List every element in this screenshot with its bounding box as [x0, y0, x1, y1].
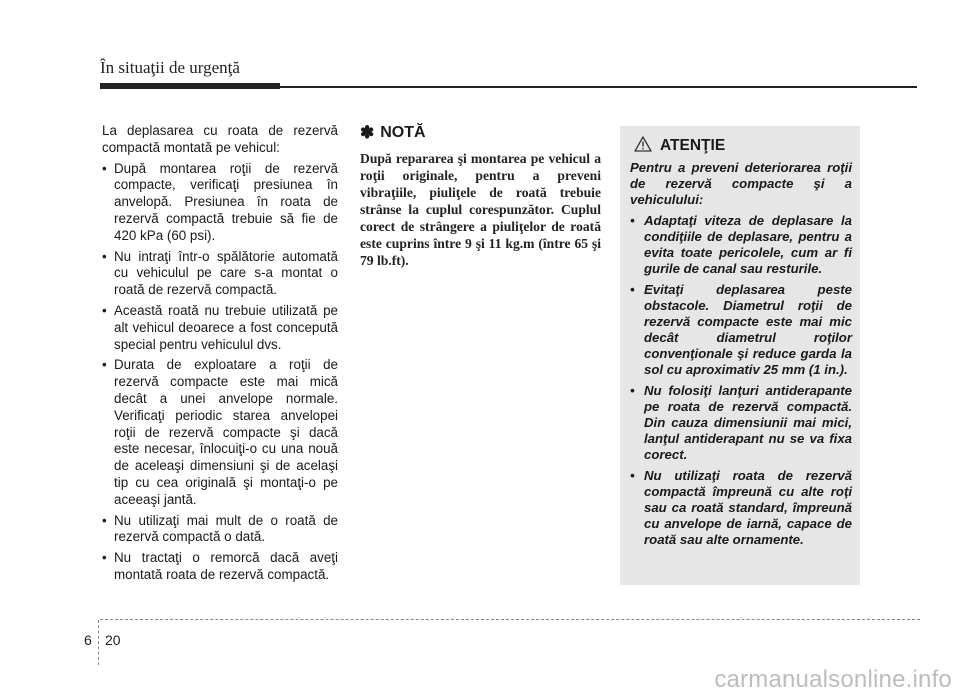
- warning-bullet-list: [630, 213, 852, 548]
- footer-separator: [98, 620, 99, 665]
- list-item-text: Nu utilizaţi roata de rezervă compactă împreună cu alte roţi sau ca roată standard, împreună cu anvelope de iarnă, capace de roată sau alte ornamente.: [644, 468, 852, 547]
- chapter-number: 6: [84, 632, 92, 648]
- list-item: [630, 383, 852, 463]
- list-item-text: Această roată nu trebuie utilizată pe alt vehicul deoarece a fost concepută special pentru vehiculul dvs.: [114, 302, 338, 352]
- warning-intro: Pentru a preveni deteriorarea roţii de rezervă compacte şi a vehiculului:: [630, 160, 852, 207]
- page-header-title: În situaţii de urgenţă: [100, 58, 240, 77]
- bullet: •: [102, 302, 107, 318]
- list-item: [630, 468, 852, 548]
- list-item: [630, 213, 852, 277]
- list-item-text: Adaptaţi viteza de deplasare la condiţiile de deplasare, pentru a evita toate pericolele, cum ar fi gurile de canal sau resturile.: [644, 213, 852, 276]
- bullet: •: [630, 282, 635, 297]
- page-number: 20: [105, 632, 121, 648]
- footer-rule: [100, 619, 920, 620]
- warning-triangle-icon: [634, 136, 652, 156]
- bullet: •: [630, 383, 635, 398]
- note-heading: [360, 123, 601, 143]
- note-text: După repararea şi montarea pe vehicul a roţii originale, pentru a preveni vibraţiile, piuliţele de roată trebuie strânse la cuplul corespunzător. Cuplul corect de strângere a piuliţelor de roată este cuprins între 9 şi 11 kg.m (între 65 şi 79 lb.ft).: [360, 151, 601, 268]
- list-item-text: După montarea roţii de rezervă compacte, verificaţi presiunea în anvelopă. Presiunea în roata de rezervă compactă trebuie să fie de 420 kPa (60 psi).: [114, 160, 338, 243]
- list-item-text: Nu tractaţi o remorcă dacă aveţi montată roata de rezervă compactă.: [114, 550, 338, 582]
- bullet: •: [630, 468, 635, 483]
- list-item: [102, 249, 338, 299]
- bullet: •: [102, 160, 107, 176]
- list-item: [102, 513, 338, 547]
- note-title: NOTĂ: [380, 124, 426, 141]
- list-item: [630, 282, 852, 378]
- left-column: [102, 123, 338, 588]
- bullet: •: [102, 512, 107, 528]
- warning-box: [620, 126, 860, 585]
- list-item: [102, 357, 338, 508]
- bullet: •: [102, 248, 107, 264]
- left-bullet-list: [102, 161, 338, 584]
- header-rule-thin: [280, 86, 917, 88]
- left-intro: La deplasarea cu roata de rezervă compactă montată pe vehicul:: [102, 123, 338, 155]
- list-item-text: Evitaţi deplasarea peste obstacole. Diametrul roţii de rezervă compacte este mai mic decât diametrul roţilor convenţionale şi reduce garda la sol cu aproximativ 25 mm (1 in.).: [644, 282, 852, 377]
- list-item-text: Nu folosiţi lanţuri antiderapante pe roata de rezervă compactă. Din cauza dimensiunii mai mici, lanţul antiderapant nu se va fixa corect.: [644, 383, 852, 462]
- bullet: •: [630, 213, 635, 228]
- list-item-text: Nu utilizaţi mai mult de o roată de rezervă compactă o dată.: [114, 512, 338, 545]
- warning-title: ATENŢIE: [660, 137, 726, 154]
- bullet: •: [102, 550, 107, 566]
- note-column: [360, 123, 601, 269]
- list-item: [102, 303, 338, 353]
- list-item: [102, 161, 338, 245]
- bullet: •: [102, 357, 107, 373]
- list-item-text: Durata de exploatare a roţii de rezervă compacte este mai mică decât a unei anvelope normale. Verificaţi periodic starea anvelopei roţii de rezervă compacte şi dacă este necesar, înlocuiţi-o cu una nouă de aceleaşi dimensiuni şi de acelaşi tip cu cea originală şi montaţi-o pe aceeaşi jantă.: [114, 357, 338, 507]
- list-item: [102, 550, 338, 584]
- header-rule-thick: [100, 83, 280, 89]
- watermark: carmanualsonline.info: [714, 666, 952, 693]
- warning-heading: [630, 136, 852, 156]
- list-item-text: Nu intraţi într-o spălătorie automată cu vehiculul pe care s-a montat o roată de rezervă compactă.: [114, 248, 338, 298]
- note-star-icon: ✽: [360, 123, 375, 142]
